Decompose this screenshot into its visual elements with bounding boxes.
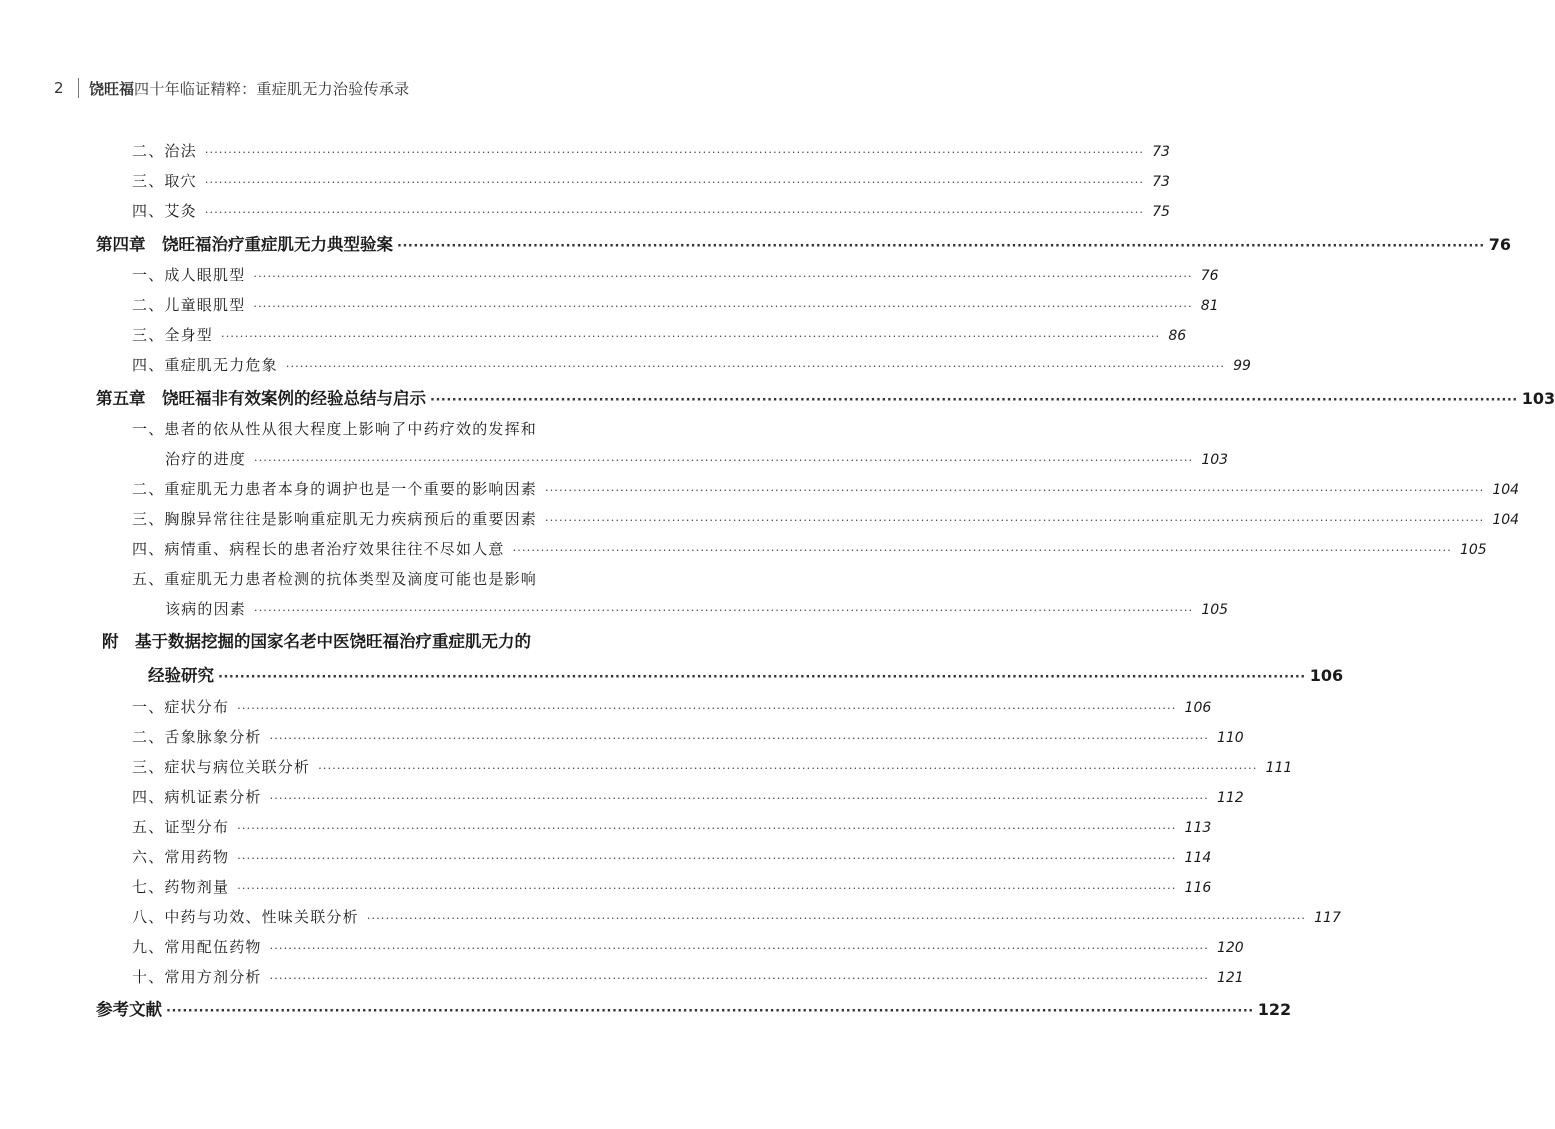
toc-entry <box>0 200 1170 221</box>
toc-entry-label: 五、证型分布 <box>132 818 230 836</box>
toc-entry-label: 七、药物剂量 <box>132 878 230 896</box>
toc-entry <box>0 598 1229 619</box>
toc-page-number: 104 <box>1492 512 1520 528</box>
toc-leader: ········································································································································································································ <box>253 300 1193 313</box>
toc-page-number: 114 <box>1184 850 1212 866</box>
toc-entry <box>0 966 1244 987</box>
toc-chapter-entry <box>0 996 1292 1020</box>
toc-entry <box>0 478 1520 499</box>
toc-entry-label: 二、治法 <box>132 142 197 160</box>
toc-page-number: 81 <box>1200 298 1219 314</box>
toc-entry <box>0 846 1212 867</box>
toc-entry-label: 四、艾灸 <box>132 202 197 220</box>
toc-leader: ········································································································································································································ <box>318 762 1258 775</box>
toc-leader: ········································································································································································································ <box>253 270 1193 283</box>
toc-leader: ········································································································································································································ <box>285 360 1226 373</box>
toc-page-number: 105 <box>1459 542 1487 558</box>
toc-entry <box>0 816 1212 837</box>
toc-leader: ········································································································································································································ <box>366 912 1307 925</box>
toc-entry-label: 二、舌象脉象分析 <box>132 728 262 746</box>
toc-leader: ········································································································································································································ <box>269 972 1209 985</box>
toc-entry-label: 八、中药与功效、性味关联分析 <box>132 908 359 926</box>
toc-page-number: 105 <box>1201 602 1229 618</box>
toc-entry <box>0 448 1229 469</box>
toc-leader: ········································································································································································································ <box>269 792 1209 805</box>
toc-chapter-label: 第五章 饶旺福非有效案例的经验总结与启示 <box>96 389 426 408</box>
toc-leader: ········································································································································································································ <box>254 604 1194 617</box>
toc-page-number: 113 <box>1184 820 1212 836</box>
toc-page-number: 73 <box>1152 144 1170 160</box>
toc-page-number: 110 <box>1216 730 1244 746</box>
toc-leader: ········································································································································································································ <box>237 822 1177 835</box>
toc-page-number: 121 <box>1216 970 1244 986</box>
toc-entry <box>0 726 1244 747</box>
toc-chapter-entry <box>0 385 1555 409</box>
header-book-name: 饶旺福 <box>89 79 135 98</box>
toc-leader: ········································································································································································································ <box>397 239 1485 254</box>
toc-entry-label: 十、常用方剂分析 <box>132 968 262 986</box>
toc-entry-label: 一、症状分布 <box>132 698 230 716</box>
toc-page-number: 76 <box>1200 268 1219 284</box>
toc-chapter-entry <box>0 231 1511 255</box>
toc-leader: ········································································································································································································ <box>254 454 1194 467</box>
toc-leader: ········································································································································································································ <box>218 670 1306 685</box>
toc-entry <box>0 756 1293 777</box>
toc-page-number: 112 <box>1216 790 1244 806</box>
toc-leader: ········································································································································································································ <box>545 514 1485 527</box>
toc-page-number: 106 <box>1184 700 1212 716</box>
running-header <box>54 76 409 100</box>
toc-leader: ········································································································································································································ <box>430 393 1518 408</box>
toc-leader: ········································································································································································································ <box>237 852 1177 865</box>
toc-page-number: 103 <box>1521 389 1555 408</box>
toc-page-number: 99 <box>1233 358 1251 374</box>
toc-page-number: 103 <box>1201 452 1229 468</box>
toc-chapter-label: 参考文献 <box>96 1000 162 1019</box>
toc-entry <box>0 324 1187 345</box>
page-number: 2 <box>54 79 64 97</box>
toc-entry <box>0 294 1219 315</box>
toc-entry-label: 该病的因素 <box>165 600 247 618</box>
toc-chapter-label: 第四章 饶旺福治疗重症肌无力典型验案 <box>96 235 393 254</box>
toc-leader: ········································································································································································································ <box>269 942 1209 955</box>
toc-entry <box>0 140 1170 161</box>
toc-leader: ········································································································································································································ <box>512 544 1452 557</box>
toc-leader: ········································································································································································································ <box>204 206 1145 219</box>
toc-entry <box>0 906 1341 927</box>
toc-chapter-label: 经验研究 <box>148 666 214 685</box>
toc-entry-label: 二、儿童眼肌型 <box>132 296 246 314</box>
toc-entry-label: 四、重症肌无力危象 <box>132 356 278 374</box>
header-book-subtitle: 四十年临证精粹：重症肌无力治验传承录 <box>134 79 410 98</box>
toc-page-number: 120 <box>1216 940 1244 956</box>
toc-chapter-entry <box>0 662 1344 686</box>
toc-page-number: 122 <box>1257 1000 1292 1019</box>
toc-entry-label: 六、常用药物 <box>132 848 230 866</box>
toc-page-number: 86 <box>1168 328 1187 344</box>
header-divider <box>78 78 79 98</box>
toc-page-number: 104 <box>1492 482 1520 498</box>
toc-leader: ········································································································································································································ <box>221 330 1161 343</box>
toc-entry-label: 四、病机证素分析 <box>132 788 262 806</box>
toc-entry-label-line1: 五、重症肌无力患者检测的抗体类型及滴度可能也是影响 <box>132 570 538 588</box>
toc-page-number: 75 <box>1152 204 1170 220</box>
toc-entry <box>0 354 1251 375</box>
toc-leader: ········································································································································································································ <box>545 484 1485 497</box>
toc-page-number: 116 <box>1184 880 1212 896</box>
toc-entry-label-line1: 一、患者的依从性从很大程度上影响了中药疗效的发挥和 <box>132 420 538 438</box>
toc-entry <box>0 508 1520 529</box>
toc-entry-label: 四、病情重、病程长的患者治疗效果往往不尽如人意 <box>132 540 505 558</box>
toc-leader: ········································································································································································································ <box>237 702 1177 715</box>
toc-page-number: 117 <box>1314 910 1341 926</box>
toc-page-number: 111 <box>1265 760 1293 776</box>
toc-page-number: 76 <box>1488 235 1511 254</box>
toc-leader: ········································································································································································································ <box>204 146 1145 159</box>
toc-entry <box>0 786 1244 807</box>
toc-leader: ········································································································································································································ <box>269 732 1209 745</box>
toc-leader: ········································································································································································································ <box>237 882 1177 895</box>
toc-appendix-label-line1: 附 基于数据挖掘的国家名老中医饶旺福治疗重症肌无力的 <box>102 632 531 651</box>
toc-entry-label: 二、重症肌无力患者本身的调护也是一个重要的影响因素 <box>132 480 538 498</box>
toc-entry-label: 三、症状与病位关联分析 <box>132 758 311 776</box>
toc-entry-label: 三、全身型 <box>132 326 214 344</box>
toc-entry-label: 一、成人眼肌型 <box>132 266 246 284</box>
toc-entry <box>0 170 1170 191</box>
toc-page-number: 73 <box>1152 174 1170 190</box>
toc-entry-label: 三、取穴 <box>132 172 197 190</box>
toc-entry-label: 治疗的进度 <box>165 450 247 468</box>
toc-entry <box>0 696 1212 717</box>
toc-page-number: 106 <box>1309 666 1344 685</box>
toc-entry-label: 九、常用配伍药物 <box>132 938 262 956</box>
toc-entry <box>0 876 1212 897</box>
toc-entry <box>0 538 1487 559</box>
toc-entry <box>0 936 1244 957</box>
toc-entry-label: 三、胸腺异常往往是影响重症肌无力疾病预后的重要因素 <box>132 510 538 528</box>
toc-leader: ········································································································································································································ <box>204 176 1145 189</box>
toc-entry <box>0 264 1219 285</box>
toc-leader: ········································································································································································································ <box>166 1004 1254 1019</box>
